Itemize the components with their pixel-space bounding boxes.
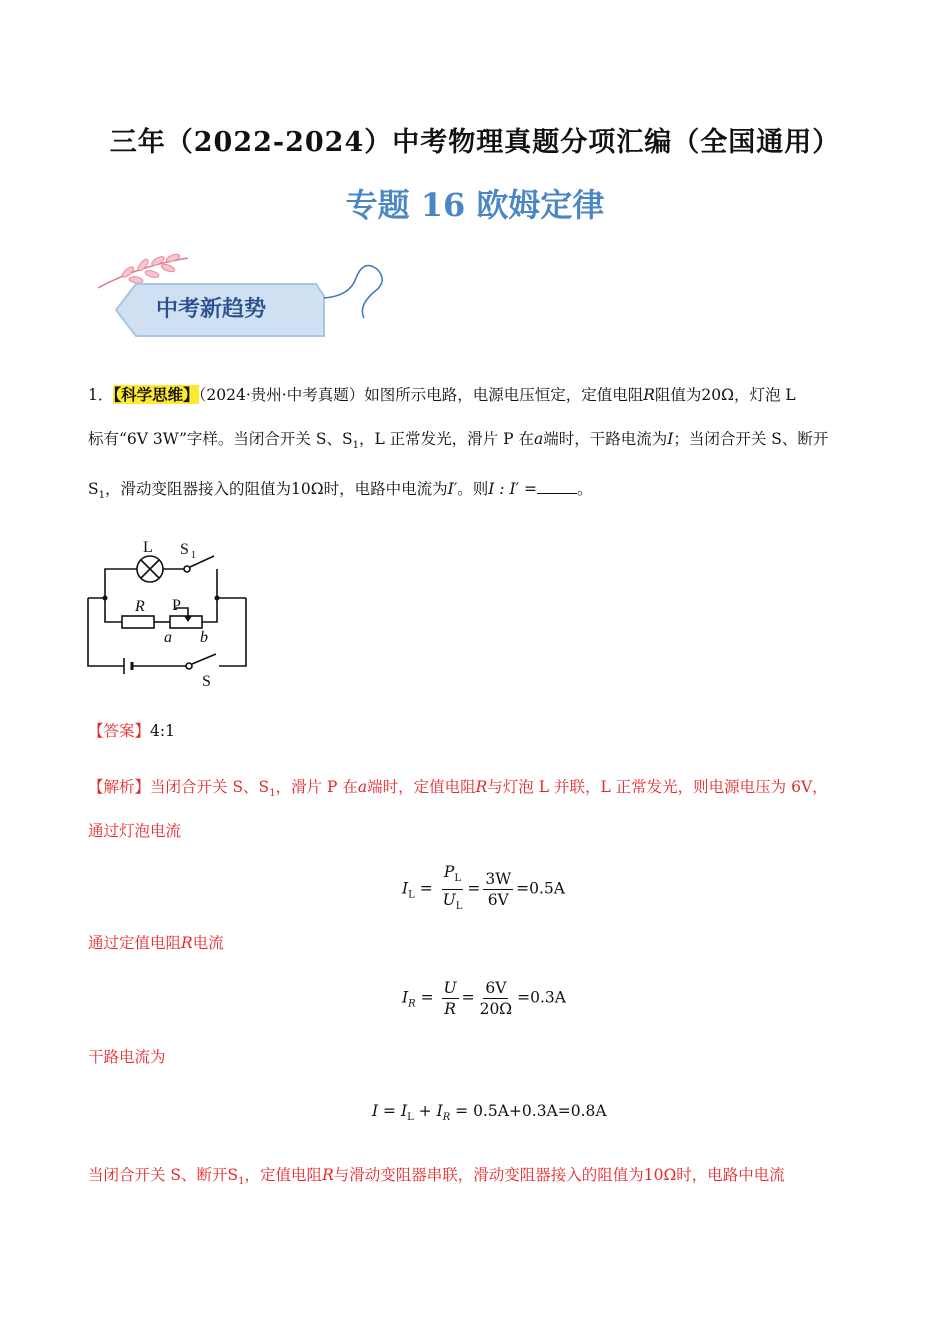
page-title: 三年（2022-2024）中考物理真题分项汇编（全国通用） <box>109 127 841 158</box>
curl-decoration-icon <box>324 266 382 319</box>
leaf-decoration-icon <box>98 253 188 288</box>
wire <box>105 598 122 622</box>
resistor-r-icon <box>122 616 154 628</box>
question-line-1: 1．【科学思维】（2024·贵州·中考真题）如图所示电路，电源电压恒定，定值电阻R阻值为20Ω，灯泡 L <box>88 385 796 404</box>
answer-blank[interactable] <box>537 479 577 494</box>
answer-value: 4:1 <box>150 722 175 740</box>
question-line-3: $S_1$，滑动变阻器接入的阻值为10Ω时，电路中电流为I′。则I : I′ = 。 <box>88 480 593 502</box>
analysis-line-5: 当闭合开关 S、断开$S_1$，定值电阻R与滑动变阻器串联，滑动变阻器接入的阻值为10Ω时，电路中电流 <box>88 1166 785 1188</box>
lamp-label: L <box>143 539 153 556</box>
junction-dot <box>103 596 108 601</box>
slider-label: P <box>172 597 181 614</box>
answer-label: 【答案】 <box>88 722 151 740</box>
junction-dot <box>215 596 220 601</box>
end-b-label: b <box>200 629 208 646</box>
resistor-label: R <box>135 598 145 615</box>
analysis-line-2: 通过灯泡电流 <box>88 822 182 840</box>
svg-text:1: 1 <box>191 550 196 561</box>
formula-1: $I_L$ = $\frac{P_L}{U_L}$ = $\frac{3W}{6V}$ =0.5A <box>402 863 565 913</box>
switch-s1-label: S <box>180 541 189 558</box>
wire <box>202 598 217 622</box>
analysis-line-1: 【解析】当闭合开关 S、$S_1$，滑片 P 在a端时，定值电阻R与灯泡 L 并联，L 正常发光，则电源电压为 6V， <box>88 778 828 800</box>
banner-label: 中考新趋势 <box>156 297 267 322</box>
wire <box>219 598 246 666</box>
wire <box>217 569 246 598</box>
analysis-line-4: 干路电流为 <box>88 1048 166 1066</box>
topic-title: 专题 16 欧姆定律 <box>345 186 605 224</box>
formula-2: $I_R$ = $\frac{U}{R}$ = $\frac{6V}{20\Omega}$ =0.3A <box>402 979 566 1018</box>
analysis-line-3: 通过定值电阻R电流 <box>88 934 224 952</box>
question-source: （2024·贵州·中考真题） <box>198 386 365 404</box>
question-tag: 【科学思维】 <box>113 385 199 404</box>
answer-line <box>88 720 175 742</box>
slider-arrow-icon <box>184 616 192 622</box>
analysis-label: 【解析】 <box>88 778 151 796</box>
wire <box>88 598 124 666</box>
formula-3: $I = I_L + I_R = 0.5A+0.3A=0.8A$ <box>372 1102 607 1124</box>
lamp-cross <box>141 560 159 578</box>
circuit-diagram <box>80 534 260 694</box>
switch-s-contact <box>186 663 192 669</box>
end-a-label: a <box>164 629 172 646</box>
switch-s-label: S <box>202 673 211 690</box>
wire <box>88 569 137 598</box>
question-number: 1． <box>88 386 114 404</box>
switch-s-blade <box>192 654 216 664</box>
switch-s1-contact <box>184 566 190 572</box>
question-line-2: 标有“6V 3W”字样。当闭合开关 S、$S_1$，L 正常发光，滑片 P 在a端时，干路电流为I；当闭合开关 S、断开 <box>88 430 829 452</box>
